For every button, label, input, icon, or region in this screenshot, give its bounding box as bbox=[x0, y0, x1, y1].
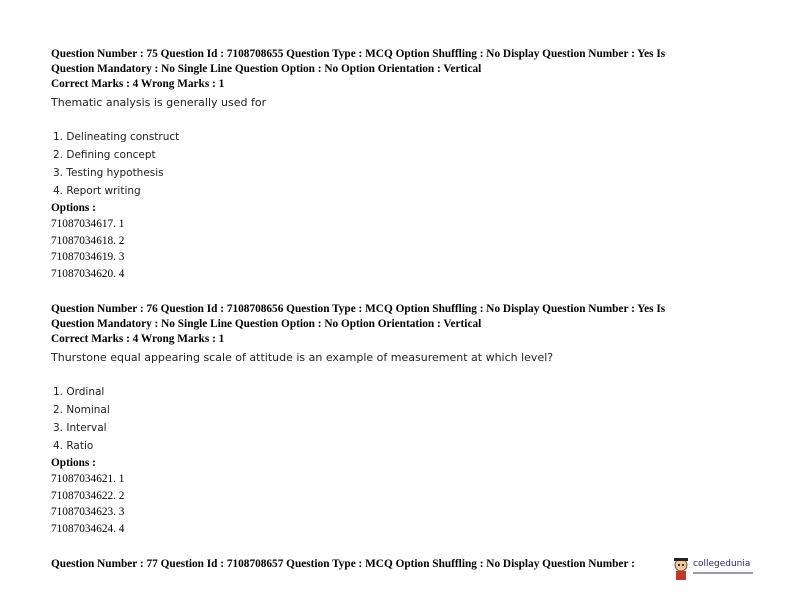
mascot-icon bbox=[671, 556, 691, 582]
collegedunia-logo bbox=[671, 556, 761, 584]
question-marks: Correct Marks : 4 Wrong Marks : 1 bbox=[51, 333, 225, 345]
option-id: 71087034624. 4 bbox=[51, 523, 125, 536]
question-marks: Correct Marks : 4 Wrong Marks : 1 bbox=[51, 78, 225, 90]
option-list bbox=[53, 383, 741, 455]
option-id-list bbox=[51, 471, 741, 538]
question-text: Thurstone equal appearing scale of attitude is an example of measurement at which level? bbox=[51, 351, 554, 364]
option-item: 2. Nominal bbox=[53, 404, 110, 416]
question-meta-line1: Question Number : 75 Question Id : 7108708655 Question Type : MCQ Option Shuffling : No Display Question Number : Yes Is bbox=[51, 48, 666, 60]
question-block-76 bbox=[51, 302, 741, 538]
question-meta-line1: Question Number : 77 Question Id : 7108708657 Question Type : MCQ Option Shuffling : No Display Question Number : bbox=[51, 558, 635, 570]
question-block-77 bbox=[51, 557, 741, 572]
option-item: 4. Report writing bbox=[53, 185, 141, 197]
option-item: 3. Interval bbox=[53, 422, 107, 434]
option-item: 2. Defining concept bbox=[53, 149, 156, 161]
option-id: 71087034618. 2 bbox=[51, 234, 125, 247]
option-id: 71087034619. 3 bbox=[51, 251, 125, 264]
logo-text: collegedunia bbox=[693, 559, 751, 569]
option-id-list bbox=[51, 216, 741, 283]
option-id: 71087034617. 1 bbox=[51, 218, 125, 230]
option-item: 1. Delineating construct bbox=[53, 131, 180, 143]
question-meta-line2: Question Mandatory : No Single Line Question Option : No Option Orientation : Vertical bbox=[51, 63, 482, 75]
question-text: Thematic analysis is generally used for bbox=[51, 96, 267, 109]
option-item: 4. Ratio bbox=[53, 440, 94, 452]
option-item: 3. Testing hypothesis bbox=[53, 167, 164, 179]
option-id: 71087034620. 4 bbox=[51, 268, 125, 281]
question-block-75 bbox=[51, 47, 741, 283]
question-meta-line2: Question Mandatory : No Single Line Question Option : No Option Orientation : Vertical bbox=[51, 318, 482, 330]
option-item: 1. Ordinal bbox=[53, 386, 105, 398]
option-id: 71087034623. 3 bbox=[51, 506, 125, 519]
options-heading: Options : bbox=[51, 202, 96, 214]
options-heading: Options : bbox=[51, 457, 96, 469]
question-meta-line1: Question Number : 76 Question Id : 7108708656 Question Type : MCQ Option Shuffling : No Display Question Number : Yes Is bbox=[51, 303, 666, 315]
option-id: 71087034622. 2 bbox=[51, 489, 125, 502]
option-list bbox=[53, 128, 741, 200]
option-id: 71087034621. 1 bbox=[51, 473, 125, 485]
logo-tagline-bar bbox=[693, 572, 753, 574]
